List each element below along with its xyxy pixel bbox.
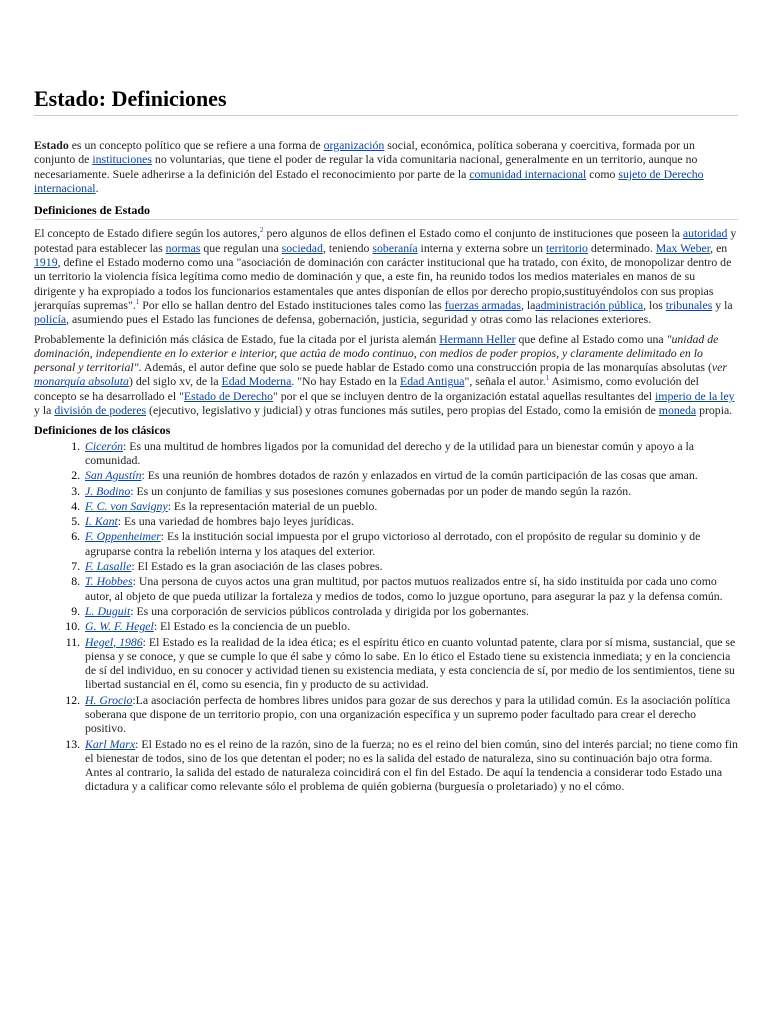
link-moneda[interactable]: moneda (658, 403, 697, 418)
link-policia[interactable]: policía (34, 312, 67, 327)
list-item (83, 559, 738, 573)
list-item (83, 737, 738, 794)
list-item (83, 604, 738, 618)
intro-paragraph: Estado es un concepto político que se refiere a una forma de organización social, económica, política soberana y coercitiva, formada por un conjunto de instituciones no voluntarias, que tiene el poder de regular la vida comunitaria nacional, generalmente en un territorio, aunque no necesariamente. Suele adherirse a la definición del Estado el reconocimiento por parte de la comunidad internacional como sujeto de Derecho internacional. (34, 138, 704, 195)
page-title: Estado: Definiciones (34, 86, 738, 116)
list-item (83, 529, 738, 558)
author-link[interactable]: F. Oppenheimer (85, 529, 161, 544)
list-item (83, 484, 738, 498)
definiciones-paragraph-2: Probablemente la definición más clásica de Estado, fue la citada por el jurista alemán Hermann Heller que define al Estado como una "unidad de dominación, independiente en lo exterior e interior, que actúa de modo continuo, con medios de poder propios, y claramente delimitado en lo personal y territorial". Además, el autor define que solo se puede hablar de Estado como una construcción propia de las monarquías absolutas (ver monarquía absoluta) del siglo xv, de la Edad Moderna. "No hay Estado en la Edad Antigua", señala el autor.$^1$ Asimismo, como evolución del concepto se ha desarrollado el "Estado de Derecho" por el que se incluyen dentro de la organización estatal aquellas resultantes del imperio de la ley y la división de poderes (ejecutivo, legislativo y judicial) y otras funciones más sutiles, pero propias del Estado, como la emisión de moneda propia. (34, 331, 735, 418)
link-sujeto-derecho-internacional[interactable]: sujeto de Derecho internacional (34, 166, 704, 195)
definition-text: : Es una reunión de hombres dotados de razón y enlazados en virtud de la común participación de las cosas que aman. (141, 468, 698, 483)
definition-text: : El Estado es la realidad de la idea ética; es el espíritu ético en cuanto voluntad patente, clara por sí misma, sustancial, que se piensa y se conoce, y que se cumple lo que él sabe y cómo lo sabe. En lo ético el Estado tiene su existencia inmediata; y en la conciencia de sí del individuo, en su conocer y actividad tienen su existencia mediata, y esta conciencia de sí, por medio de los sentimientos, tiene su libertad sustancial en él, como su esencia, fin y producto de su actividad. (85, 634, 736, 692)
list-item (83, 499, 738, 513)
definiciones-paragraph-1: El concepto de Estado difiere según los autores,$^2$ pero algunos de ellos definen el Estado como el conjunto de instituciones que poseen la autoridad y potestad para establecer las normas que regulan una sociedad, teniendo soberanía interna y externa sobre un territorio determinado. Max Weber, en 1919, define el Estado moderno como una "asociación de dominación con carácter institucional que ha tratado, con éxito, de monopolizar dentro de un territorio la violencia física legítima como medio de dominación y que, a este fin, ha reunido todos los medios materiales en manos de su dirigente y ha expropiado a todos los funcionarios estamentales que antes disponían de ellos por derecho propio,sustituyéndolos con sus propias jerarquías supremas".$^1$ Por ello se hallan dentro del Estado instituciones tales como las fuerzas armadas, laadministración pública, los tribunales y la policía, asumiendo pues el Estado las funciones de defensa, gobernación, justicia, seguridad y otras como las relaciones exteriores. (34, 226, 737, 327)
link-division-de-poderes[interactable]: división de poderes (54, 403, 147, 418)
list-item (83, 439, 738, 468)
clasicos-list (34, 439, 738, 794)
author-link[interactable]: Karl Marx (85, 736, 136, 751)
link-soberania[interactable]: soberanía (372, 240, 418, 255)
author-link[interactable]: T. Hobbes (85, 574, 133, 589)
link-organizacion[interactable]: organización (323, 138, 385, 152)
author-link[interactable]: Cicerón (85, 438, 124, 453)
definition-text: : Es la institución social impuesta por el grupo victorioso al derrotado, con el propósito de regular su dominio y de agruparse contra la rebelión interna y los ataques del exterior. (85, 529, 701, 558)
reference-2[interactable]: 2 (260, 226, 264, 235)
list-item (83, 514, 738, 528)
definition-text: : El Estado no es el reino de la razón, sino de la fuerza; no es el reino del bien común, sino del interés parcial; no tiene como fin el bienestar de todos, sino de los que detentan el poder; no es la salida del estado de naturaleza, sino su continuación bajo otra forma. Antes al contrario, la salida del estado de naturaleza coincidirá con el fin del Estado. De aquí la tendencia a considerar todo Estado una dictadura y a calificar como relevante sólo el problema de quién gobierna (burguesía o proletariado) y no el cómo. (85, 736, 738, 794)
author-link[interactable]: Hegel, 1986 (85, 634, 143, 649)
author-link[interactable]: J. Bodino (85, 483, 131, 498)
author-link[interactable]: San Agustín (85, 468, 142, 483)
author-link[interactable]: F. C. von Savigny (85, 498, 168, 513)
author-link[interactable]: F. Lasalle (85, 559, 132, 574)
list-item (83, 468, 738, 482)
definition-text: :La asociación perfecta de hombres libres unidos para gozar de sus derechos y para la utilidad común. Es la asociación política soberana que dispone de un territorio propio, con una organización específica y un supremo poder facultado para crear el derecho positivo. (85, 692, 731, 736)
link-sociedad[interactable]: sociedad (281, 240, 323, 255)
definition-text: : Es una corporación de servicios públicos controlada y dirigida por los gobernantes. (130, 603, 529, 618)
link-fuerzas-armadas[interactable]: fuerzas armadas (444, 297, 521, 312)
reference-1[interactable]: 1 (135, 298, 140, 307)
definition-text: : El Estado es la conciencia de un pueblo. (153, 619, 351, 634)
link-normas[interactable]: normas (165, 240, 201, 255)
intro-lead: Estado (34, 138, 69, 152)
section-heading-clasicos: Definiciones de los clásicos (34, 423, 171, 438)
link-territorio[interactable]: territorio (546, 240, 588, 255)
link-monarquia-absoluta[interactable]: monarquía absoluta (34, 374, 129, 389)
list-item (83, 619, 738, 633)
link-max-weber[interactable]: Max Weber (655, 240, 711, 255)
definition-text: : Es un conjunto de familias y sus posesiones comunes gobernadas por un poder de mando según la razón. (130, 483, 632, 498)
link-instituciones[interactable]: instituciones (92, 152, 152, 167)
definition-text: : Es la representación material de un pueblo. (167, 498, 378, 513)
link-imperio-de-la-ley[interactable]: imperio de la ley (654, 388, 735, 403)
list-item (83, 635, 738, 692)
definition-text: : Es una multitud de hombres ligados por la comunidad del derecho y de la utilidad para un bienestar común y apoyo a la comunidad. (85, 438, 695, 467)
definition-text: : Es una variedad de hombres bajo leyes jurídicas. (117, 514, 354, 529)
author-link[interactable]: L. Duguit (85, 603, 131, 618)
author-link[interactable]: G. W. F. Hegel (85, 619, 154, 634)
definition-text: : El Estado es la gran asociación de las clases pobres. (131, 559, 383, 574)
link-edad-antigua[interactable]: Edad Antigua (400, 374, 465, 389)
list-item (83, 574, 738, 603)
link-autoridad[interactable]: autoridad (682, 226, 728, 241)
link-tribunales[interactable]: tribunales (665, 297, 713, 312)
link-comunidad-internacional[interactable]: comunidad internacional (469, 166, 587, 181)
reference-1b[interactable]: 1 (545, 374, 550, 383)
list-item (83, 693, 738, 736)
link-edad-moderna[interactable]: Edad Moderna (221, 374, 292, 389)
link-estado-de-derecho[interactable]: Estado de Derecho (183, 388, 274, 403)
heller-quote: "unidad de dominación, independiente en lo exterior e interior, que actúa de modo continuo, con medios de poder propios, y claramente delimitado en lo personal y territorial" (34, 331, 719, 375)
link-administracion-publica[interactable]: administración pública (535, 297, 644, 312)
link-hermann-heller[interactable]: Hermann Heller (439, 331, 516, 346)
author-link[interactable]: H. Grocio (85, 692, 133, 707)
section-heading-definiciones: Definiciones de Estado (34, 203, 738, 220)
definition-text: : Una persona de cuyos actos una gran multitud, por pactos mutuos realizados entre sí, ha sido instituida por cada uno como autor, al objeto de que pueda utilizar la fortaleza y medios de todos, como lo juzgue oportuno, para asegurar la paz y la defensa común. (85, 574, 723, 603)
author-link[interactable]: I. Kant (85, 514, 118, 529)
link-1919[interactable]: 1919 (34, 255, 58, 270)
